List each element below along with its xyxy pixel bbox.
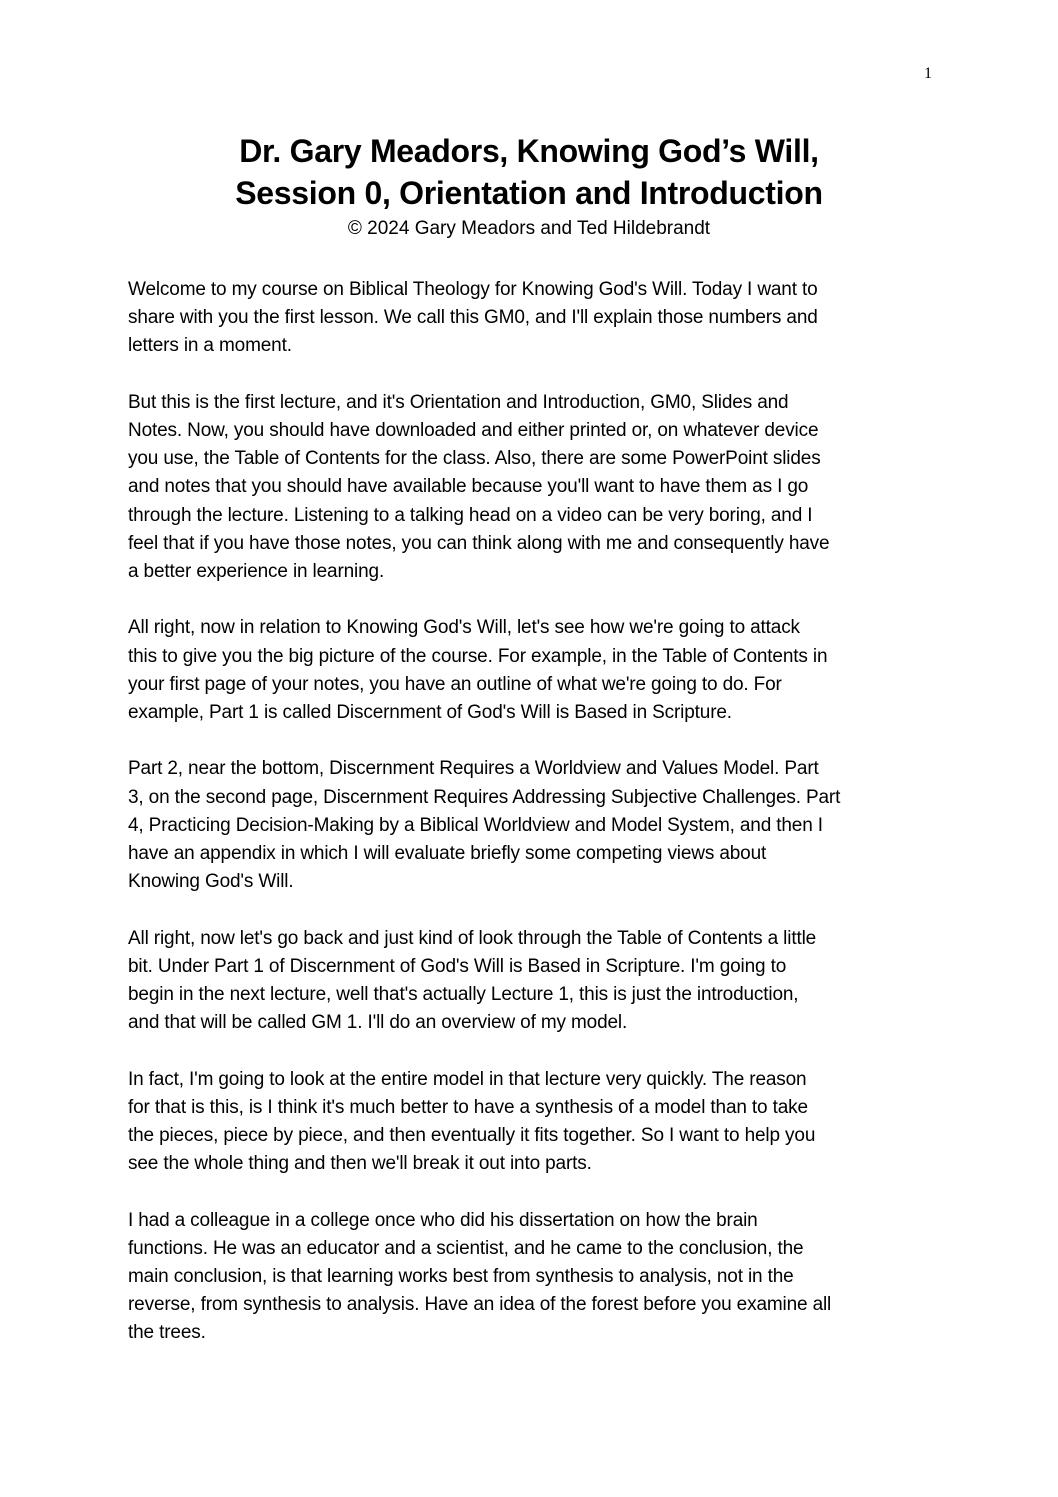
document-body bbox=[128, 276, 932, 1376]
paragraph-line: the pieces, piece by piece, and then eventually it fits together. So I want to help you bbox=[128, 1125, 816, 1147]
body-paragraph bbox=[128, 1207, 932, 1348]
paragraph-line: example, Part 1 is called Discernment of God's Will is Based in Scripture. bbox=[128, 702, 732, 724]
paragraph-line: your first page of your notes, you have an outline of what we're going to do. For bbox=[128, 673, 782, 695]
body-paragraph bbox=[128, 276, 932, 361]
paragraph-line: share with you the first lesson. We call this GM0, and I'll explain those numbers and bbox=[128, 307, 818, 329]
paragraph-line: In fact, I'm going to look at the entire model in that lecture very quickly. The reason bbox=[128, 1068, 807, 1090]
paragraph-line: and that will be called GM 1. I'll do an overview of my model. bbox=[128, 1012, 628, 1034]
paragraph-line: Knowing God's Will. bbox=[128, 871, 294, 893]
paragraph-line: I had a colleague in a college once who did his dissertation on how the brain bbox=[128, 1209, 758, 1231]
document-title-line-1: Dr. Gary Meadors, Knowing God’s Will, bbox=[239, 133, 819, 169]
paragraph-line: this to give you the big picture of the course. For example, in the Table of Contents in bbox=[128, 645, 828, 667]
paragraph-line: the trees. bbox=[128, 1322, 206, 1344]
paragraph-line: 4, Practicing Decision-Making by a Biblical Worldview and Model System, and then I bbox=[128, 814, 823, 836]
paragraph-line: letters in a moment. bbox=[128, 335, 292, 357]
paragraph-line: main conclusion, is that learning works best from synthesis to analysis, not in the bbox=[128, 1266, 794, 1288]
paragraph-line: Notes. Now, you should have downloaded and either printed or, on whatever device bbox=[128, 420, 819, 441]
paragraph-line: a better experience in learning. bbox=[128, 561, 385, 583]
paragraph-line: functions. He was an educator and a scientist, and he came to the conclusion, the bbox=[128, 1237, 804, 1259]
paragraph-line: All right, now let's go back and just kind of look through the Table of Contents a little bbox=[128, 927, 817, 949]
document-header bbox=[0, 130, 1058, 241]
paragraph-line: begin in the next lecture, well that's actually Lecture 1, this is just the introduction, bbox=[128, 984, 799, 1006]
body-paragraph bbox=[128, 614, 932, 727]
body-paragraph bbox=[128, 925, 932, 1038]
paragraph-line: Part 2, near the bottom, Discernment Requires a Worldview and Values Model. Part bbox=[128, 758, 819, 780]
body-paragraph bbox=[128, 389, 932, 586]
paragraph-line: through the lecture. Listening to a talking head on a video can be very boring, and I bbox=[128, 504, 813, 526]
copyright-notice: © 2024 Gary Meadors and Ted Hildebrandt bbox=[347, 218, 711, 239]
paragraph-line: feel that if you have those notes, you can think along with me and consequently have bbox=[128, 532, 830, 554]
paragraph-line: and notes that you should have available because you'll want to have them as I go bbox=[128, 476, 809, 498]
body-paragraph bbox=[128, 755, 932, 896]
document-title-line-2: Session 0, Orientation and Introduction bbox=[235, 175, 823, 211]
paragraph-line: see the whole thing and then we'll break it out into parts. bbox=[128, 1153, 592, 1175]
paragraph-line: 3, on the second page, Discernment Requires Addressing Subjective Challenges. Part bbox=[128, 786, 841, 808]
body-paragraph bbox=[128, 1066, 932, 1179]
paragraph-line: But this is the first lecture, and it's Orientation and Introduction, GM0, Slides and bbox=[128, 391, 789, 413]
paragraph-line: reverse, from synthesis to analysis. Have an idea of the forest before you examine all bbox=[128, 1294, 832, 1316]
paragraph-line: bit. Under Part 1 of Discernment of God's Will is Based in Scripture. I'm going to bbox=[128, 955, 787, 977]
paragraph-line: you use, the Table of Contents for the class. Also, there are some PowerPoint slides bbox=[128, 448, 821, 470]
paragraph-line: for that is this, is I think it's much better to have a synthesis of a model than to take bbox=[128, 1096, 808, 1118]
page-number: 1 bbox=[924, 65, 932, 82]
paragraph-line: have an appendix in which I will evaluate briefly some competing views about bbox=[128, 843, 767, 865]
paragraph-line: All right, now in relation to Knowing God's Will, let's see how we're going to attack bbox=[128, 617, 800, 639]
paragraph-line: Welcome to my course on Biblical Theology for Knowing God's Will. Today I want to bbox=[128, 279, 818, 300]
